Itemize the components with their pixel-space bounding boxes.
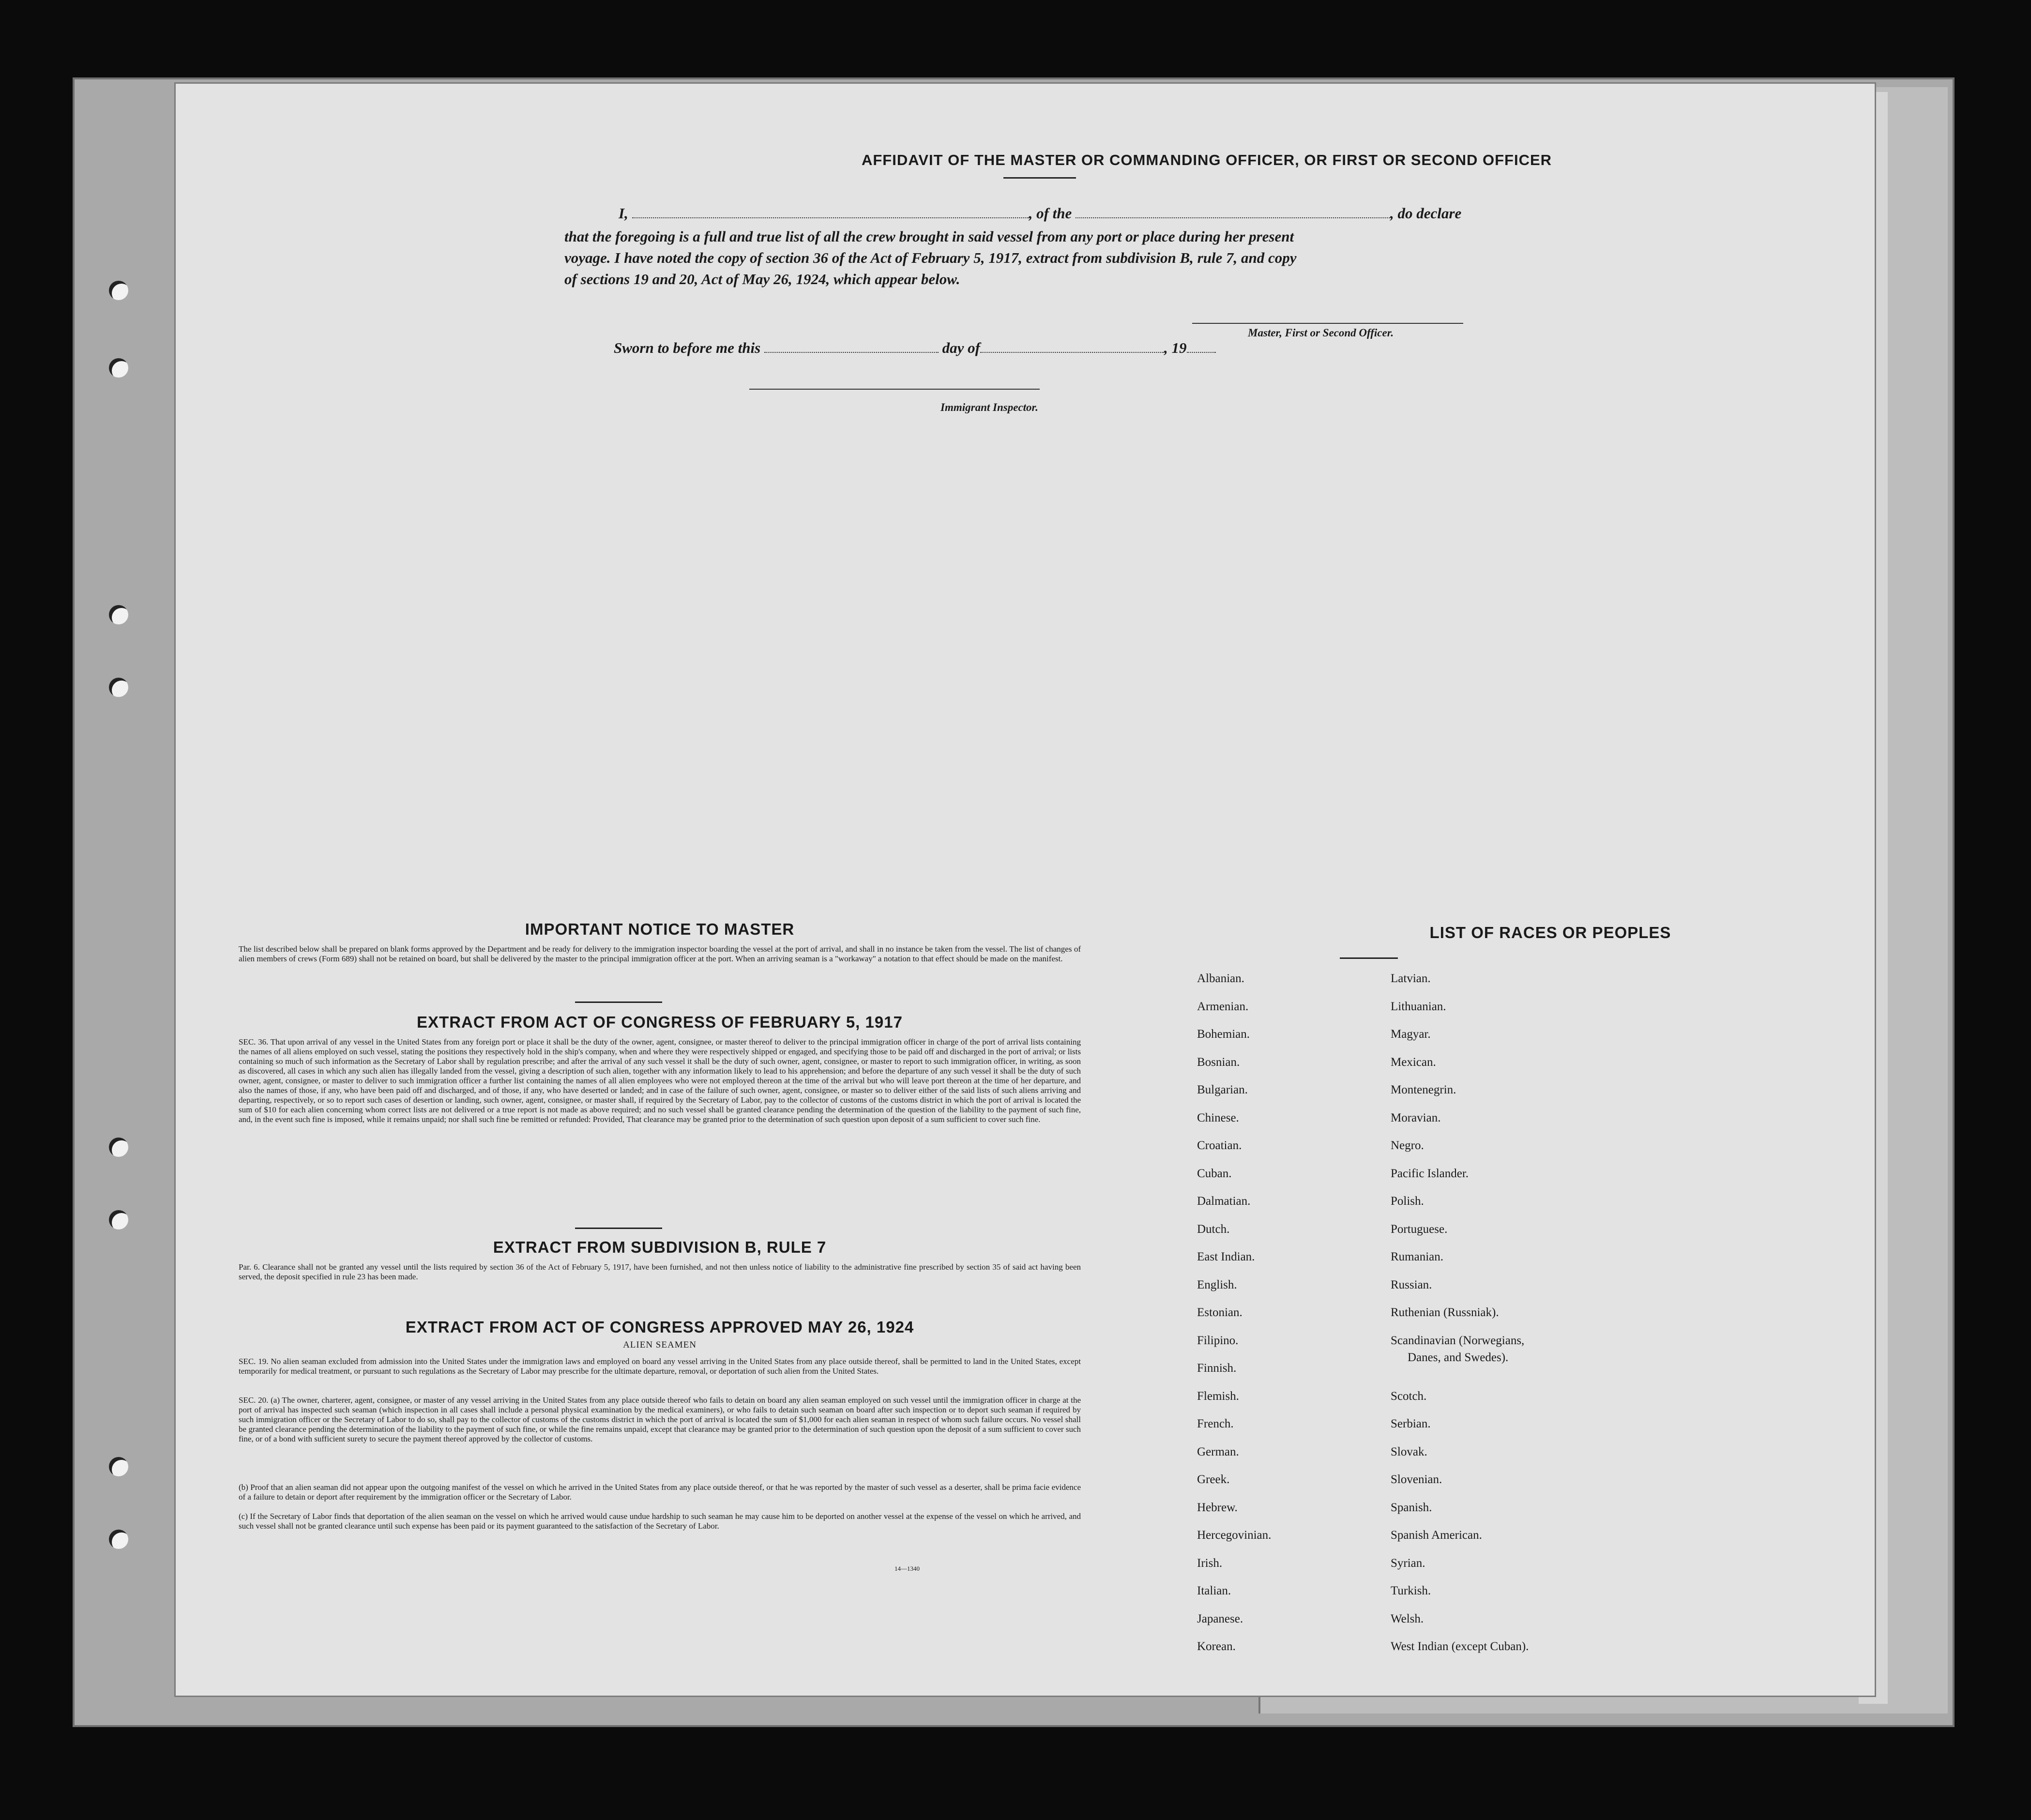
sworn-line — [614, 339, 1216, 357]
race-item: Irish. — [1197, 1556, 1223, 1570]
race-item: Russian. — [1391, 1278, 1432, 1291]
extract-1924-title: EXTRACT FROM ACT OF CONGRESS APPROVED MAY 26, 1924 — [405, 1318, 914, 1336]
race-item: Danes, and Swedes). — [1408, 1350, 1509, 1364]
sworn-month-blank[interactable] — [980, 340, 1164, 353]
section-20b: (b) Proof that an alien seaman did not appear upon the outgoing manifest of the vessel on which he arrived in the United States from any place outside thereof, or that he was reported by the master of such vessel as a deserter, shall be prima facie evidence of a failure to detain or deport after requirement by the immigration officer or the Secretary of Labor. — [239, 1483, 1081, 1502]
race-item: Croatian. — [1197, 1139, 1242, 1152]
form-page — [174, 82, 1876, 1697]
race-item: Syrian. — [1391, 1556, 1425, 1570]
declaration-line-2: that the foregoing is a full and true list of all the crew brought in said vessel from any port or place during her present — [564, 228, 1294, 245]
binder-hole — [109, 1457, 128, 1476]
affidavit-title: AFFIDAVIT OF THE MASTER OR COMMANDING OFFICER, OR FIRST OR SECOND OFFICER — [861, 152, 1552, 168]
race-item: Bulgarian. — [1197, 1083, 1248, 1096]
inspector-line[interactable] — [749, 389, 1040, 390]
race-item: Magyar. — [1391, 1028, 1431, 1041]
binder-hole — [109, 358, 128, 378]
binder-hole — [109, 1530, 128, 1549]
race-item: Latvian. — [1391, 972, 1431, 985]
race-item: French. — [1197, 1417, 1234, 1430]
race-item: Flemish. — [1197, 1389, 1239, 1403]
race-item: Lithuanian. — [1391, 1000, 1446, 1013]
signature-line[interactable] — [1192, 323, 1463, 324]
race-item: Scotch. — [1391, 1389, 1427, 1403]
declaration-of: , of the — [1029, 205, 1072, 222]
race-item: Estonian. — [1197, 1306, 1243, 1319]
notice-title: IMPORTANT NOTICE TO MASTER — [525, 920, 795, 938]
race-item: Mexican. — [1391, 1055, 1436, 1069]
race-item: Spanish. — [1391, 1501, 1432, 1514]
divider — [1003, 177, 1076, 179]
vessel-blank[interactable] — [1076, 206, 1390, 218]
race-item: Bohemian. — [1197, 1028, 1250, 1041]
signature-caption: Master, First or Second Officer. — [1248, 327, 1394, 339]
divider — [575, 1001, 662, 1003]
race-item: Hercegovinian. — [1197, 1529, 1272, 1542]
race-item: Scandinavian (Norwegians, — [1391, 1334, 1525, 1347]
race-item: Serbian. — [1391, 1417, 1431, 1430]
race-item: Japanese. — [1197, 1612, 1243, 1625]
race-item: Cuban. — [1197, 1167, 1232, 1180]
name-blank[interactable] — [632, 206, 1029, 218]
race-item: Albanian. — [1197, 972, 1244, 985]
notice-body: The list described below shall be prepared on blank forms approved by the Department and be ready for delivery to the immigration inspector boarding the vessel at the port of arrival, and shall in no instance be taken from the vessel. The list of changes of alien members of crews (Form 689) shall not be retained on board, but shall be delivered by the master to the principal immigration officer at the port. When an arriving seaman is a "workaway" a notation to that effect should be made on the manifest. — [239, 944, 1081, 963]
section-20a: SEC. 20. (a) The owner, charterer, agent, consignee, or master of any vessel arriving in the United States from any place outside thereof who fails to detain on board any alien seaman employed on such vessel until the immigration officer in charge at the port of arrival has inspected such seaman (which inspection in all cases shall include a personal physical examination by the medical examiners), or who fails to detain such seaman on board after such inspection or to deport such seaman if required by such immigration officer or the Secretary of Labor to do so, shall pay to the collector of customs of the customs district in which the port of arrival is located the sum of $1,000 for each alien seaman in respect of whom such failure occurs. No vessel shall be granted clearance pending the determination of the liability to the payment of such fine, or while the fine remains unpaid, except that clearance may be granted prior to the determination of such question upon the deposit of a sum sufficient to cover such fine, or of a bond with sufficient surety to secure the payment thereof approved by the collector of customs. — [239, 1395, 1081, 1443]
divider — [575, 1228, 662, 1229]
race-item: Pacific Islander. — [1391, 1167, 1469, 1180]
binder-hole — [109, 1210, 128, 1229]
race-item: Armenian. — [1197, 1000, 1249, 1013]
extract-rule7-title: EXTRACT FROM SUBDIVISION B, RULE 7 — [493, 1238, 827, 1256]
binder-hole — [109, 1138, 128, 1157]
declaration-line-3: voyage. I have noted the copy of section 36 of the Act of February 5, 1917, extract from subdivision B, rule 7, and copy — [564, 249, 1297, 266]
declaration-declare: , do declare — [1390, 205, 1462, 222]
sworn-day-blank[interactable] — [764, 340, 939, 353]
race-item: Turkish. — [1391, 1584, 1431, 1597]
race-item: East Indian. — [1197, 1250, 1255, 1263]
form-number: 14—1340 — [894, 1565, 920, 1572]
race-item: Slovak. — [1391, 1445, 1427, 1458]
race-item: Spanish American. — [1391, 1529, 1482, 1542]
race-item: Korean. — [1197, 1640, 1236, 1653]
race-item: West Indian (except Cuban). — [1391, 1640, 1529, 1653]
binder-hole — [109, 678, 128, 697]
race-item: Slovenian. — [1391, 1473, 1442, 1486]
race-item: German. — [1197, 1445, 1239, 1458]
race-item: Greek. — [1197, 1473, 1230, 1486]
race-item: Chinese. — [1197, 1111, 1239, 1124]
race-item: Finnish. — [1197, 1362, 1237, 1375]
extract-1917-body: SEC. 36. That upon arrival of any vessel in the United States from any foreign port or place it shall be the duty of the owner, agent, consignee, or master thereof to deliver to the principal immigration officer in charge of the port of arrival lists containing the names of all aliens employed on such vessel, stating the positions they respectively hold in the ship's company, when and where they were respectively shipped or engaged, and specifying those to be paid off and discharged in the port of arrival; or lists containing so much of such information as the Secretary of Labor shall by regulation prescribe; and after the arrival of any such vessel it shall be the duty of such owner, agent, consignee, or master to report to such immigration officer, in writing, as soon as discovered, all cases in which any such alien has illegally landed from the vessel, giving a description of such alien, together with any information likely to lead to his apprehension; and before the departure of any such vessel it shall be the duty of such owner, agent, consignee, or master to deliver to such immigration officer a further list containing the names of all alien employees who were not employed thereon at the time of the arrival but who will leave port thereon at the time of her departure, and also the names of those, if any, who have been paid off and discharged, and of those, if any, who have deserted or landed; and in case of the failure of such owner, agent, consignee, or master so to deliver either of the said lists of such aliens arriving and departing, respectively, or so to report such cases of desertion or landing, such owner, agent, consignee, or master shall, if required by the Secretary of Labor, pay to the collector of customs of the customs district in which the port of arrival is located the sum of $10 for each alien concerning whom correct lists are not delivered or a true report is not made as above required; and no such vessel shall be granted clearance pending the determination of the question of the liability to the payment of such fine, and, in the event such fine is imposed, while it remains unpaid; nor shall such fine be remitted or refunded: Provided, That clearance may be granted prior to the determination of such question upon deposit of a sum sufficient to cover such fine. — [239, 1037, 1081, 1124]
sworn-day-of: day of — [942, 339, 980, 356]
race-item: Moravian. — [1391, 1111, 1441, 1124]
sworn-year: , 19 — [1164, 339, 1187, 356]
declaration-line-1 — [619, 205, 1461, 222]
race-item: Ruthenian (Russniak). — [1391, 1306, 1499, 1319]
sworn-year-blank[interactable] — [1187, 340, 1216, 353]
race-item: Welsh. — [1391, 1612, 1424, 1625]
sworn-prefix: Sworn to before me this — [614, 339, 761, 356]
section-20c: (c) If the Secretary of Labor finds that deportation of the alien seaman on the vessel on which he arrived would cause undue hardship to such seaman he may cause him to be deported on another vessel at the expense of the vessel on which he arrived, and such vessel shall not be granted clearance until such expense has been paid or its payment guaranteed to the satisfaction of the Secretary of Labor. — [239, 1512, 1081, 1531]
binder-hole — [109, 605, 128, 624]
declaration-line-4: of sections 19 and 20, Act of May 26, 1924, which appear below. — [564, 271, 960, 288]
binder-hole — [109, 281, 128, 300]
race-item: Rumanian. — [1391, 1250, 1444, 1263]
extract-rule7-body: Par. 6. Clearance shall not be granted any vessel until the lists required by section 36 of the Act of February 5, 1917, have been furnished, and not then unless notice of liability to the administrative fine prescribed by section 35 of said act having been served, the deposit specified in rule 23 has been made. — [239, 1262, 1081, 1281]
race-item: Montenegrin. — [1391, 1083, 1456, 1096]
race-item: Dalmatian. — [1197, 1195, 1251, 1208]
race-item: Italian. — [1197, 1584, 1231, 1597]
divider — [1340, 957, 1398, 959]
race-item: Portuguese. — [1391, 1222, 1448, 1236]
extract-1917-title: EXTRACT FROM ACT OF CONGRESS OF FEBRUARY 5, 1917 — [417, 1013, 903, 1031]
race-item: English. — [1197, 1278, 1237, 1291]
race-item: Polish. — [1391, 1195, 1424, 1208]
race-item: Dutch. — [1197, 1222, 1230, 1236]
race-item: Hebrew. — [1197, 1501, 1238, 1514]
section-19: SEC. 19. No alien seaman excluded from admission into the United States under the immigration laws and employed on board any vessel arriving in the United States from any place outside thereof, shall be permitted to land in the United States, except temporarily for medical treatment, or pursuant to such regulations as the Secretary of Labor may prescribe for the ultimate departure, removal, or deportation of such alien from the United States. — [239, 1357, 1081, 1376]
race-item: Filipino. — [1197, 1334, 1239, 1347]
race-item: Bosnian. — [1197, 1055, 1240, 1069]
races-title: LIST OF RACES OR PEOPLES — [1429, 924, 1671, 941]
declaration-i: I, — [619, 205, 628, 222]
race-item: Negro. — [1391, 1139, 1424, 1152]
inspector-caption: Immigrant Inspector. — [940, 401, 1038, 413]
alien-seamen-subtitle: ALIEN SEAMEN — [623, 1340, 697, 1350]
